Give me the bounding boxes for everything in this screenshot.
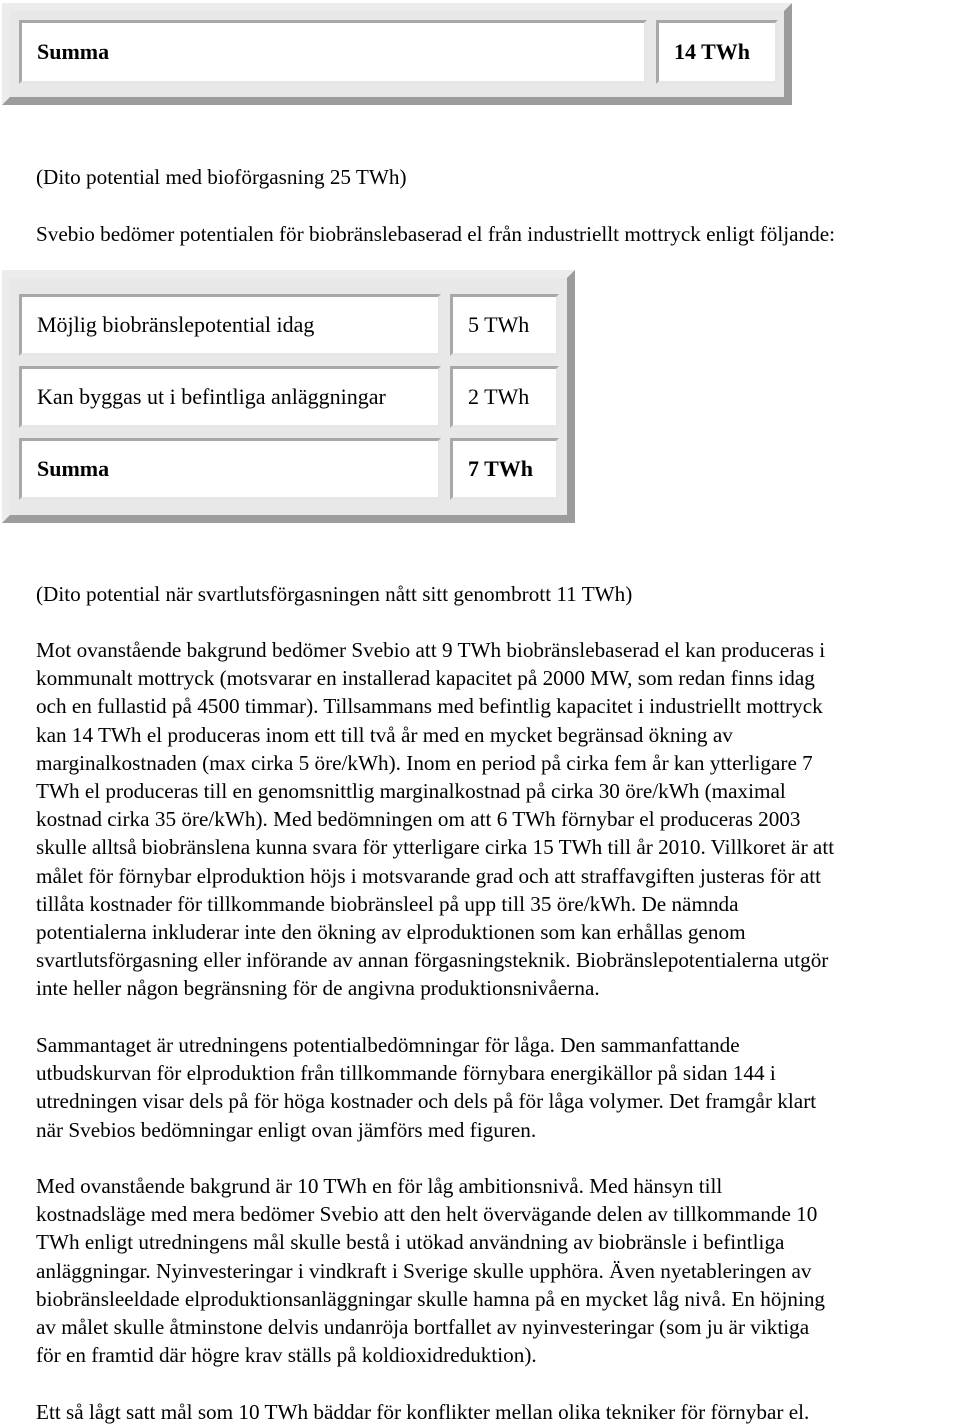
table-cell-label: Summa: [19, 438, 441, 500]
text-line: när Svebios bedömningar enligt ovan jämförs med figuren.: [36, 1117, 537, 1142]
text-line: kan 14 TWh el produceras inom ett till två år med en mycket begränsad ökning av: [36, 722, 733, 747]
table-cell-label: Kan byggas ut i befintliga anläggningar: [19, 366, 441, 428]
text-line: utbudskurvan för elproduktion från tillkommande förnybara energikällor på sidan 144 i: [36, 1061, 776, 1086]
table-cell-value: 2 TWh: [450, 366, 559, 428]
text-line: kostnad cirka 35 öre/kWh). Med bedömningen om att 6 TWh förnybar el produceras 2003: [36, 807, 801, 832]
text-line: biobränsleeldade elproduktionsanläggningar skulle hamna på en mycket låg nivå. En höjning: [36, 1286, 826, 1311]
text-line: TWh enligt utredningens mål skulle bestå i utökad användning av biobränsle i befintliga: [36, 1230, 785, 1255]
text-line: Sammantaget är utredningens potentialbedömningar för låga. Den sammanfattande: [36, 1033, 740, 1057]
paragraph-conflict: [36, 1398, 809, 1426]
table-cell-value: 14 TWh: [656, 20, 778, 84]
text-line: svartlutsförgasning eller införande av annan förgasningsteknik. Biobränslepotentialerna utgör: [36, 948, 829, 973]
text-line: anläggningar. Nyinvesteringar i vindkraft i Sverige skulle upphöra. Även nyetableringen av: [36, 1258, 812, 1283]
paragraph-municipal-backpressure: [36, 636, 834, 1003]
text-line: och en fullastid på 4500 timmar). Tillsammans med befintlig kapacitet i industriellt mottryck: [36, 694, 823, 719]
table-industrial-potential: [2, 270, 575, 523]
text-line: inte heller någon begränsning för de angivna produktionsnivåerna.: [36, 976, 600, 1001]
text-line: tillåta kostnader för tillkommande biobränsleel på upp till 35 öre/kWh. De nämnda: [36, 891, 739, 916]
table-summary-total: [2, 3, 792, 105]
text-line: målet för förnybar elproduktion höjs i motsvarande grad och att straffavgiften justeras för att: [36, 863, 822, 888]
text-line: kommunalt mottryck (motsvarar en installerad kapacitet på 2000 MW, som redan finns idag: [36, 666, 815, 691]
text-line: Mot ovanstående bakgrund bedömer Svebio att 9 TWh biobränslebaserad el kan produceras i: [36, 638, 826, 662]
text-line: utredningen visar dels på för höga kostnader och dels på för låga volymer. Det framgår klart: [36, 1089, 817, 1114]
paragraph-ambition-level: [36, 1172, 825, 1369]
text-line: potentialerna inkluderar inte den ökning av elproduktionen som kan erhållas genom: [36, 920, 746, 945]
note-black-liquor: (Dito potential när svartlutsförgasningen nått sitt genombrott 11 TWh): [36, 582, 633, 606]
table-cell-value: 7 TWh: [450, 438, 559, 500]
table-cell-label: Summa: [19, 20, 647, 84]
table-cell-value: 5 TWh: [450, 294, 559, 356]
note-biogasification: (Dito potential med bioförgasning 25 TWh): [36, 165, 407, 189]
text-line: Med ovanstående bakgrund är 10 TWh en för låg ambitionsnivå. Med hänsyn till: [36, 1174, 723, 1198]
text-line: Ett så lågt satt mål som 10 TWh bäddar för konflikter mellan olika tekniker för förnybar el.: [36, 1400, 810, 1424]
text-line: TWh el produceras till en genomsnittlig marginalkostnad på cirka 30 öre/kWh (maximal: [36, 779, 786, 804]
text-line: kostnadsläge med mera bedömer Svebio att den helt övervägande delen av tillkommande 10: [36, 1202, 818, 1227]
text-line: marginalkostnaden (max cirka 5 öre/kWh). Inom en period på cirka fem år kan ytterligare 7: [36, 750, 813, 775]
paragraph-summary-assessment: [36, 1031, 816, 1144]
intro-industrial-backpressure: Svebio bedömer potentialen för biobränslebaserad el från industriellt mottryck enligt följande:: [36, 222, 836, 246]
text-line: skulle alltså biobränslena kunna svara för ytterligare cirka 15 TWh till år 2010. Villkoret är att: [36, 835, 835, 860]
table-cell-label: Möjlig biobränslepotential idag: [19, 294, 441, 356]
text-line: för en framtid där högre krav ställs på koldioxidreduktion).: [36, 1343, 537, 1368]
text-line: av målet skulle åtminstone delvis undanröja bortfallet av nyinvesteringar (som ju är viktiga: [36, 1315, 810, 1340]
